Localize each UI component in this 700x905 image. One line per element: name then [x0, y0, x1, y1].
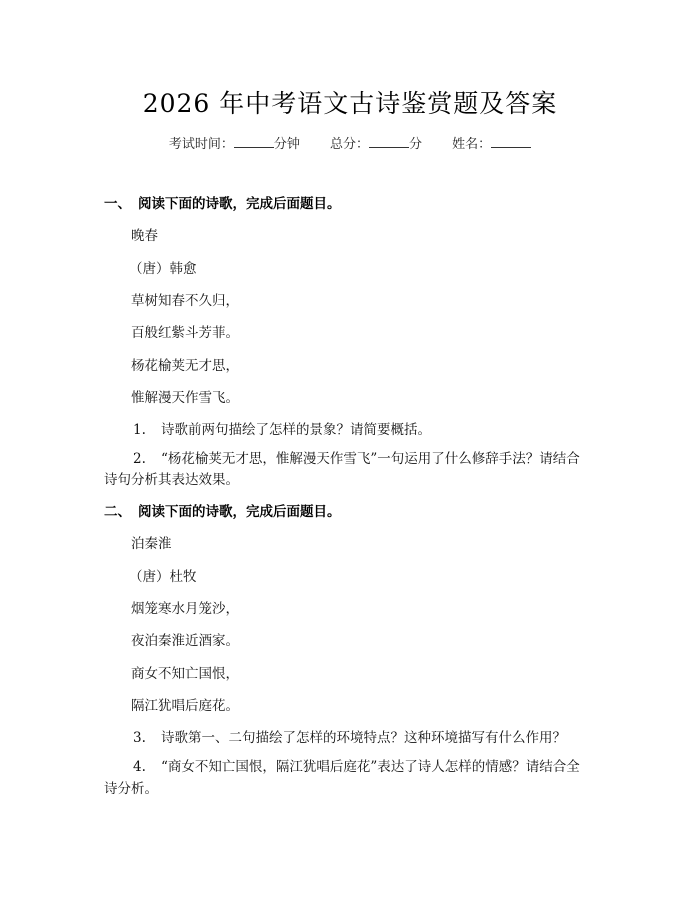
poem-2-line: 夜泊秦淮近酒家。 [131, 633, 239, 649]
poem-2-author: （唐）杜牧 [129, 569, 197, 585]
question-1 [133, 418, 431, 438]
poem-2-title: 泊秦淮 [131, 536, 172, 552]
section-1-heading [104, 192, 341, 212]
exam-score-unit: 分 [409, 137, 423, 152]
poem-2-line: 烟笼寒水月笼沙， [131, 601, 239, 617]
poem-1-title: 晚春 [131, 228, 158, 244]
student-name [452, 133, 531, 152]
question-4-number: 4. [133, 759, 146, 775]
question-2 [133, 447, 580, 467]
section-2-heading-text: 阅读下面的诗歌，完成后面题目。 [138, 504, 341, 520]
section-1-heading-text: 阅读下面的诗歌，完成后面题目。 [138, 196, 341, 212]
exam-time-blank[interactable] [234, 136, 274, 148]
question-2-number: 2. [133, 451, 146, 467]
student-name-blank[interactable] [491, 136, 531, 148]
poem-2-line: 商女不知亡国恨， [131, 666, 239, 682]
question-4 [133, 755, 580, 775]
question-3 [133, 726, 566, 746]
poem-1-line: 百般红紫斗芳菲。 [131, 325, 239, 341]
section-2-heading [104, 500, 341, 520]
exam-score-blank[interactable] [369, 136, 409, 148]
poem-1-line: 草树知春不久归， [131, 293, 239, 309]
document-title: 2026 年中考语文古诗鉴赏题及答案 [142, 89, 558, 118]
question-1-number: 1. [133, 422, 146, 438]
poem-1-line: 惟解漫天作雪飞。 [131, 390, 239, 406]
section-2-number: 二、 [104, 504, 131, 520]
exam-info-bar [0, 133, 700, 152]
student-name-label: 姓名： [452, 137, 492, 152]
exam-score [330, 133, 422, 152]
question-4-continuation: 诗分析。 [104, 781, 158, 797]
section-1-number: 一、 [104, 196, 131, 212]
question-3-number: 3. [133, 730, 146, 746]
question-2-text: “杨花榆荚无才思，惟解漫天作雪飞”一句运用了什么修辞手法？请结合 [161, 451, 580, 467]
question-3-text: 诗歌第一、二句描绘了怎样的环境特点？这种环境描写有什么作用？ [161, 730, 566, 746]
question-2-continuation: 诗句分析其表达效果。 [104, 472, 239, 488]
poem-1-line: 杨花榆荚无才思， [131, 358, 239, 374]
poem-2-line: 隔江犹唱后庭花。 [131, 698, 239, 714]
question-4-text: “商女不知亡国恨，隔江犹唱后庭花”表达了诗人怎样的情感？请结合全 [161, 759, 580, 775]
question-1-text: 诗歌前两句描绘了怎样的景象？请简要概括。 [161, 422, 431, 438]
exam-time-label: 考试时间： [168, 137, 234, 152]
exam-time-unit: 分钟 [273, 137, 300, 152]
poem-1-author: （唐）韩愈 [129, 261, 197, 277]
exam-time [169, 133, 300, 152]
exam-score-label: 总分： [329, 137, 369, 152]
